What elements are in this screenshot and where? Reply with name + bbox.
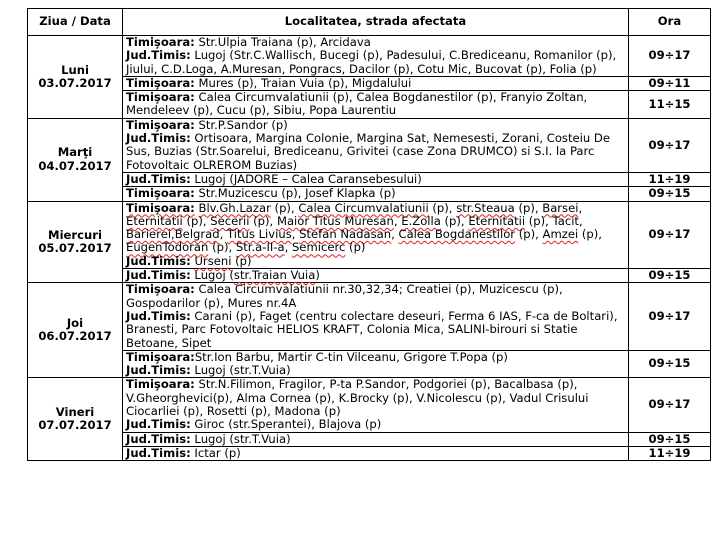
day-date: 04.07.2017 [38,158,112,173]
location-text: Str.Ion Barbu, Martir C-tin Vilceanu, Grigore T.Popa (p) [194,349,508,364]
location-cell [123,432,629,446]
area-label: Jud.Timis: [126,171,191,186]
location-text: , [284,240,292,255]
schedule-row [28,201,711,268]
hour-cell: 09÷15 [629,432,711,446]
location-text: Str.N.Filimon, Fragilor, P-ta P.Sandor, Podgoriei (p), Bacalbasa (p), V.Gheorghevici(p), Alma Cornea (p), K.Brocky (p), V.Nicolescu (p), Vadul Crisului Ciocarliei (p), Rosetti (p), Madona (p) [126,377,589,419]
hour-cell: 09÷15 [629,269,711,283]
location-text: Secerii [210,213,250,228]
location-cell [123,187,629,201]
hour-cell: 09÷17 [629,378,711,432]
location-text: (p), [440,213,469,228]
outage-schedule-table [27,8,711,461]
header-day: Ziua / Data [28,9,123,36]
location-text: (p), Tacit, [525,213,583,228]
schedule-row [28,446,711,460]
location-text: , [578,200,583,215]
hour-cell: 09÷11 [629,76,711,90]
schedule-row [28,350,711,378]
location-text: str.Steaua [456,200,515,215]
area-label: Timişoara: [126,117,195,132]
schedule-row [28,76,711,90]
location-text: Amzei [542,227,579,242]
day-name: Miercuri [48,227,102,242]
location-text: Calea Circumvalatiunii [298,200,429,215]
area-label: Jud.Timis: [126,253,191,268]
location-text: Ortisoara, Margina Colonie, Margina Sat, Nemesesti, Zorani, Costeiu De Sus, Buzias (Str.Soarelui, Brediceanu, Grivitei (case Zona DRUMCO) si S.I. la Parc Fotovoltaic OLREROM Buzias) [126,131,610,172]
location-text: Blv.Gh.Lazar [198,200,271,215]
location-cell [123,350,629,378]
area-label: Timişoara: [126,75,195,90]
location-text: Titus Livius [227,227,292,242]
day-date: 06.07.2017 [38,329,112,344]
header-hour: Ora [629,9,711,36]
day-cell [28,201,123,283]
schedule-row [28,432,711,446]
hour-cell: 11÷19 [629,446,711,460]
hour-cell: 09÷17 [629,36,711,77]
location-cell [123,118,629,172]
location-text: Lugoj (JADORE – Calea Caransebesului) [190,171,422,186]
schedule-row [28,36,711,77]
location-text: Str.P.Sandor (p) [194,117,288,132]
day-name: Marţi [57,145,93,160]
location-text: Giroc (str.Sperantei), Blajova (p) [190,417,382,432]
location-cell [123,36,629,77]
location-text: (p), [208,240,236,255]
location-cell [123,76,629,90]
location-text: Str.Ulpia Traiana (p), Arcidava [194,35,371,49]
area-label: Timişoara: [126,186,195,201]
day-name: Luni [61,62,89,77]
header-row [28,9,711,36]
area-label: Jud.Timis: [126,131,191,146]
location-text: Carani (p), Faget (centru colectare deseuri, Ferma 6 IAS, F-ca de Boltari), Branesti, Parc Fotovoltaic HELIOS KRAFT, Colonia Mica, SALINI-birouri si Statie Betoane, Sipet [126,308,618,350]
location-cell [123,91,629,119]
location-text: Eternitatii [468,213,526,228]
schedule-row [28,91,711,119]
day-cell [28,118,123,201]
area-label: Timişoara: [126,35,195,49]
location-text: , [391,227,399,242]
location-text: Barsei [542,200,579,215]
location-text: Stefan Nadasan [299,227,392,242]
hour-cell: 11÷19 [629,172,711,186]
hour-cell: 11÷15 [629,91,711,119]
location-text: Str.a-II-a [235,240,285,255]
location-text: Lugoj (str.T.Vuia) [190,431,291,446]
location-text: Ictar (p) [190,445,241,460]
location-text: E.Zolla [401,213,441,228]
location-text: Lugoj (Str.C.Wallisch, Bucegi (p), Padesului, C.Brediceanu, Romanilor (p), Jiului, C.D.Loga, A.Muresan, Pongracs, Dacilor (p), Cotu Mic, Bucovat (p), Folia (p) [126,48,617,76]
hour-cell: 09÷15 [629,350,711,378]
day-name: Joi [66,316,84,331]
schedule-row [28,269,711,283]
location-text: Mures (p), Traian Vuia (p), Migdalului [194,75,412,90]
schedule-row [28,172,711,186]
area-label: Jud.Timis: [126,268,191,283]
location-text: (p), [249,213,277,228]
location-cell [123,172,629,186]
location-text: Calea Bogdanestilor [398,227,516,242]
location-text: (p), [428,200,457,215]
location-text: , [219,227,228,242]
location-text: ) [315,268,320,283]
location-text: EugenTodoran [126,240,209,255]
day-date: 05.07.2017 [38,240,112,255]
hour-cell: 09÷17 [629,283,711,350]
location-text: (p), [515,227,543,242]
location-text: (p) [345,240,366,255]
location-text: , [393,213,402,228]
schedule-row [28,118,711,172]
day-cell [28,283,123,378]
location-cell [123,378,629,432]
location-cell [123,283,629,350]
day-date: 03.07.2017 [38,75,112,90]
header-location: Localitatea, strada afectata [123,9,629,36]
day-date: 07.07.2017 [38,418,112,433]
location-text: Lugoj ( [190,268,234,283]
location-text: Urseni [194,253,232,268]
hour-cell: 09÷17 [629,201,711,268]
hour-cell: 09÷17 [629,118,711,172]
area-label: Timişoara: [126,200,195,215]
day-name: Vineri [55,405,95,420]
location-text: (p) [231,253,252,268]
area-label: Jud.Timis: [126,308,191,323]
location-text: (p), [514,200,543,215]
location-text: Calea Circumvalatiunii nr.30,32,34; Creatiei (p), Muzicescu (p), Gospodarilor (p), Mures nr.4A [126,282,563,310]
schedule-body [28,36,711,461]
area-label: Jud.Timis: [126,445,191,460]
location-text: Semicerc [291,240,346,255]
day-cell [28,378,123,461]
schedule-row [28,378,711,432]
area-label: Timişoara: [126,377,195,392]
location-text: Str.Muzicescu (p), Josef Klapka (p) [194,186,396,201]
location-text: , [291,227,300,242]
area-label: Jud.Timis: [126,417,191,432]
area-label: Jud.Timis: [126,363,191,378]
day-cell [28,36,123,119]
location-text: Calea Circumvalatiunii (p), Calea Bogdanestilor (p), Franyio Zoltan, Mendeleev (p), Cucu (p), Sibiu, Popa Laurentiu [126,90,588,118]
location-text: Barierei,Belgrad [126,227,220,242]
schedule-row [28,187,711,201]
area-label: Timişoara: [126,282,195,297]
location-text: Maior Titus Muresan [276,213,394,228]
location-text: (p), [270,200,299,215]
schedule-row [28,283,711,350]
location-cell [123,446,629,460]
location-cell [123,269,629,283]
area-label: Timişoara: [126,349,195,364]
location-text: str.Traian Vuia [233,268,316,283]
location-text: Eternitatii [126,213,183,228]
area-label: Jud.Timis: [126,48,191,63]
area-label: Jud.Timis: [126,431,191,446]
location-cell [123,201,629,268]
location-text: (p), [182,213,211,228]
hour-cell: 09÷15 [629,187,711,201]
location-text: (p), [578,227,602,242]
location-text: Lugoj (str.T.Vuia) [190,363,291,378]
area-label: Timişoara: [126,90,195,105]
